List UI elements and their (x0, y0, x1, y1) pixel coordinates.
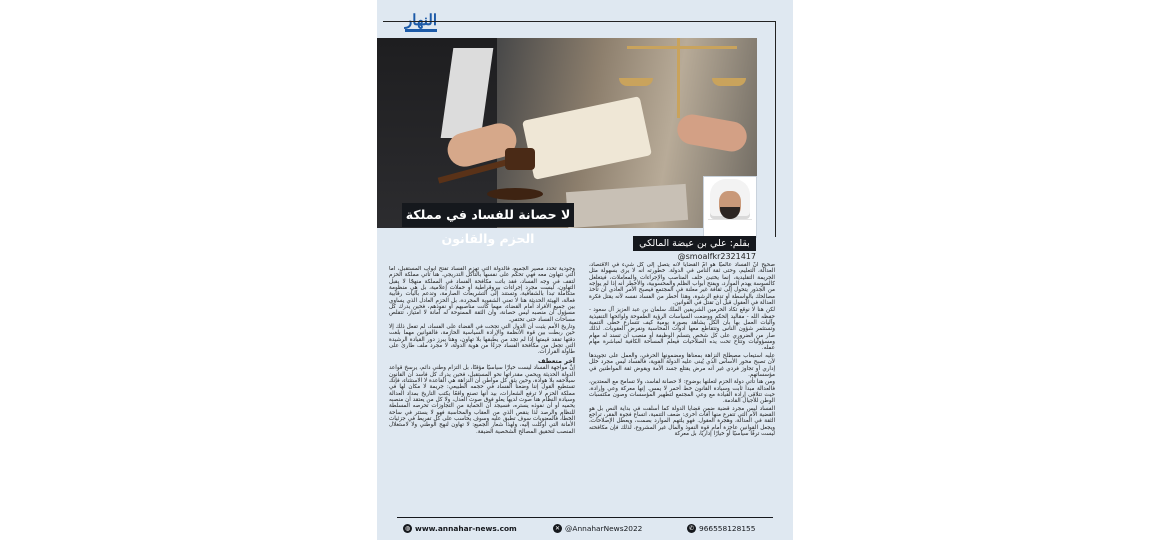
article-column-right (589, 262, 775, 518)
paragraph: صحيح أنَّ الفساد عالميًا هو أمُّ القضايا لأنه يتصل إلى كل شيء في الاقتصاد، العدالة، التعليم، وحتى ثقة الناس في الدولة. خطورته أنه لا يرى بسهولة مثل الجريمة التقليدية، إنما يختبئ خلف المناصب والإجراءات والمعاملات، فيتغلغل كالسوسة يهدم الموارد، ويفتح أبواب الظلم والمحسوبية، والأخطر أنه إذا لم يواجه من الجذور يتحول إلى ثقافة غير معلنة في المجتمع فيصبح الأمر العادي أن تأخذ مصالحك بالواسطة أو تدفع الرشوة، وهذا أخطر من الفساد نفسه لأنه يقتل فكرة العدالة في العقول قبل أن تقتل في القوانين. (589, 262, 775, 307)
phone-text: 966558128155 (699, 524, 756, 533)
article-photo (377, 38, 757, 228)
paragraph: الفساد ليس مجرد قضية ضمن قضايا الدولة كما أسلفت في بداية النص بل هو القضية الأم التي تتفرع منها آفات أخرى: ضعف التنمية، اتساع فجوة الفقر، تراجع الثقة في العدالة، وهجرة العقول. فهو يلتهم الموارد بصمت، ويعطل الإصلاحات، ويجعل القوانين عاجزة أمام قوة النفوذ والمال غير المشروع، لذلك فإن مكافحته ليست ترفًا سياسيًا أو خيارًا إداريًا، بل معركة (589, 405, 775, 437)
page-footer (377, 517, 793, 540)
paragraph: لكن هنا لا نوقع تكاد الحرمين الشريفين الملك سلمان بن عبد العزيز آل سعود - حفظه الله - مقاليد الحكم ووضعت السياسات الرؤية الطموحة ولوائحها التنفيذية وآليات العمل بها بأن الكل يشاهد بصورة يومية كيف تتسارع خطى التنمية وتستثمر شؤون الناس وتتقاطع معها أدوات المحاسبة ونفرض العقوبات. لذلك صار من الضروري على كل شخص يتسلم الوظيفة أو منصب أن تسند له مهام ومسؤوليات وتتاح تحت يده الصلاحيات فيعلم المساحة الكافية لمباشرة مهام عمله. (589, 307, 775, 352)
gavel-icon (505, 148, 535, 170)
logo-text: النهار (405, 11, 437, 29)
twitter-text: @AnnaharNews2022 (565, 524, 643, 533)
paragraph: إنَّ مواجهة الفساد ليست خيارًا سياسيًا مؤقتًا، بل التزام وطني دائم، يرسخ قواعد الدولة الحديثة ويحمي مقدراتها نحو المستقبل، فحين يدرك كل فاسد أن القانون سيلاحقه بلا هوادة، وحين يثق كل مواطن أن النزاهة هي القاعدة لا الاستثناء، فإنك تستطيع القول إننا وضعنا الفساد في حجمه الطبيعي: جريمة لا مكان لها في مملكة الحزم لا ترفع الشعارات، بيد أنها تصنع واقعًا يكتب التاريخ بمداد العدالة وسيادة النظام هنا صوت لديها يعلو فوق صوت العدل، ولا كل من يعتقد أن منصبه يحميه أو أن نفوذه يستره، فسيجد أن الحماية من التجاوزات تحرصه المسلطة للنظام والرصد لذا ينقص الذي من العقاب والمحاسبة فهو لا يستتر في ساحة الخطأ، فالمعنويات سوف تطبق عليه وسوف يحاسب على كل تفريط في جزئيات الأمانة التي أوكلت إليه، ولهذا شعار الجميع: لا تهاون لنهج الوطني ولا لاستغلال المنصب لتحقيق المصالح الشخصية الضيقة. (389, 365, 575, 435)
footer-website[interactable] (403, 524, 517, 533)
section-subheading: آخر متعطف (537, 356, 575, 365)
globe-icon: ◍ (404, 525, 411, 532)
x-logo-icon: ✕ (554, 525, 561, 532)
footer-phone[interactable] (687, 524, 755, 533)
author-byline: بقلم: علي بن عيضة المالكي (633, 236, 756, 251)
article-title: لا حصانة للفساد في مملكة الحزم والقانون (402, 203, 574, 227)
newspaper-page (377, 0, 793, 540)
website-text: www.annahar-news.com (415, 524, 517, 533)
scales-of-justice-icon (677, 38, 680, 118)
gavel-block (487, 188, 543, 200)
author-portrait (703, 176, 757, 238)
footer-divider (397, 517, 773, 518)
article-column-left (389, 266, 575, 518)
paragraph: وتاريخ الأمم يثبت أن الدول التي تجحت في القضاء على الفساد، لم تفعل ذلك إلا حين ربطت بين قوة الأنظمة والإرادة السياسية الحازمة، فالقوانين مهما بلغت دقتها تفقد قيمتها إذا لم تجد من يطبقها بلا تهاون، وهنا يبرز دور القيادة الرشيدة التي تجعل من مكافحة الفساد جزءًا من هوية الدولة، لا مجرد ملف طارئ على طاولة القرارات. (389, 324, 575, 356)
whatsapp-icon: ✆ (688, 525, 695, 532)
author-handle: @smoalfkr2321417 (677, 252, 756, 261)
paragraph: وجودية تحدد مصير الجميع، فالدولة التي تهزم الفساد تفتح أبواب المستقبل، أما التي تتهاون معه فهي تحكم على نفسها بالتآكل التدريجي. هنا تأتي مملكة الحزم لتقف في وجه الفساد، فقد باتت مكافحة الفساد في المملكة منهجًا لا يقبل التهاون، ليست مجرد إجراءات بيروقراطية أو حملات إعلامية، بل هي منظومة متكاملة تبدأ بالشفافية، وتستند إلى التشريعات الصارمة، وتدعم بآليات رقابية فعالة، الهيئة الحديثة هنا لا تعني الشفوية المجردة، بل الحزم العادل الذي يساوي بين جميع الأفراد أمام القضاء، مهما كانت مناصبهم أو نفوذهم، فحين يدرك كل مسؤول أن منصبه ليس حصانة، وأن الثقة الممنوحة له أمانة لا امتياز، تتقلص مساحات الفساد حتى تختفي. (389, 266, 575, 323)
paragraph: ومن هنا تأتي دولة الحزم لتعلنها بوضوح: لا حصانة لفاسد، ولا تسامح مع المعتدين، فالعدالة مبدأ ثابت وسيادة القانون خط أحمر لا يمس. إنها معركة وعي وإرادة، حيث تتلاقى إرادة القيادة مع وعي المجتمع لتطهير المؤسسات وصون مكتسبات الوطن للأجيال القادمة. (589, 379, 775, 405)
paragraph: عليه استيعاب مصطلح النزاهة بمعناها ومضمونها الحرفي، والعمل على تجويدها لأن تصبح محور الأساس الذي يُبنى عليه الدولة القوية، فالفساد ليس مجرد خلل إداري أو تجاوز فردي غير أنه مرض يقتلع جسد الأمة ويقوض ثقة المواطنين في مؤسساتهم. (589, 352, 775, 378)
footer-twitter[interactable] (553, 524, 642, 533)
